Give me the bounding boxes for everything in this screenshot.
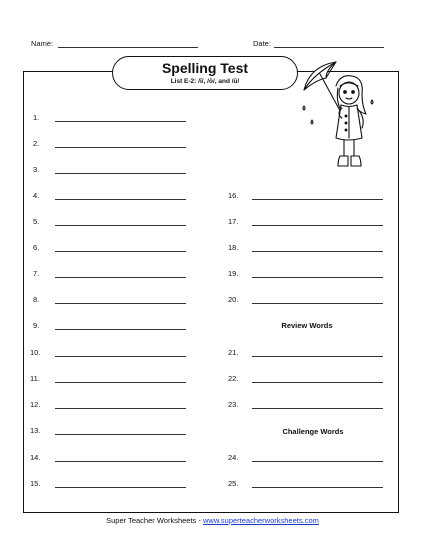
- answer-line[interactable]: [55, 121, 186, 122]
- answer-line[interactable]: [55, 461, 186, 462]
- item-number: 19.: [228, 269, 239, 278]
- item-number: 2.: [33, 139, 40, 148]
- footer: [0, 516, 425, 525]
- answer-line[interactable]: [55, 382, 186, 383]
- item-number: 14.: [30, 453, 41, 462]
- footer-text: Super Teacher Worksheets -: [106, 516, 203, 525]
- item-number: 5.: [33, 217, 40, 226]
- item-number: 10.: [30, 348, 41, 357]
- answer-line[interactable]: [252, 461, 383, 462]
- answer-line[interactable]: [55, 173, 186, 174]
- item-number: 11.: [30, 374, 40, 383]
- item-number: 3.: [33, 165, 40, 174]
- item-number: 7.: [33, 269, 40, 278]
- answer-line[interactable]: [252, 225, 383, 226]
- name-field[interactable]: [58, 47, 198, 48]
- date-field[interactable]: [274, 47, 384, 48]
- item-number: 23.: [228, 400, 239, 409]
- answer-line[interactable]: [55, 225, 186, 226]
- answer-line[interactable]: [55, 199, 186, 200]
- item-number: 21.: [228, 348, 239, 357]
- answer-line[interactable]: [252, 251, 383, 252]
- item-number: 15.: [30, 479, 41, 488]
- item-number: 25.: [228, 479, 239, 488]
- answer-line[interactable]: [252, 199, 383, 200]
- answer-line[interactable]: [252, 382, 383, 383]
- challenge-words-heading: Challenge Words: [282, 427, 344, 436]
- item-number: 12.: [30, 400, 41, 409]
- answer-line[interactable]: [252, 487, 383, 488]
- answer-line[interactable]: [252, 356, 383, 357]
- item-number: 20.: [228, 295, 239, 304]
- answer-line[interactable]: [55, 277, 186, 278]
- footer-link[interactable]: www.superteacherworksheets.com: [202, 516, 319, 525]
- answer-line[interactable]: [252, 277, 383, 278]
- item-number: 1.: [33, 113, 40, 122]
- item-number: 22.: [228, 374, 239, 383]
- answer-line[interactable]: [55, 329, 186, 330]
- item-number: 24.: [228, 453, 239, 462]
- date-label: Date:: [253, 39, 271, 48]
- item-number: 17.: [228, 217, 239, 226]
- item-number: 4.: [33, 191, 40, 200]
- item-number: 8.: [33, 295, 40, 304]
- answer-line[interactable]: [252, 408, 383, 409]
- answer-line[interactable]: [55, 434, 186, 435]
- title-box: [112, 56, 298, 90]
- item-number: 18.: [228, 243, 239, 252]
- answer-line[interactable]: [252, 303, 383, 304]
- item-number: 9.: [33, 321, 40, 330]
- item-number: 16.: [228, 191, 239, 200]
- name-label: Name:: [31, 39, 54, 48]
- answer-line[interactable]: [55, 147, 186, 148]
- page-subtitle: List E-2: /ī/, /ō/, and /ū/: [170, 78, 240, 85]
- girl-with-umbrella-icon: [296, 60, 382, 176]
- answer-line[interactable]: [55, 487, 186, 488]
- item-number: 6.: [33, 243, 40, 252]
- page-title: Spelling Test: [161, 60, 249, 76]
- answer-line[interactable]: [55, 356, 186, 357]
- answer-line[interactable]: [55, 303, 186, 304]
- answer-line[interactable]: [55, 408, 186, 409]
- item-number: 13.: [30, 426, 41, 435]
- review-words-heading: Review Words: [281, 321, 333, 330]
- answer-line[interactable]: [55, 251, 186, 252]
